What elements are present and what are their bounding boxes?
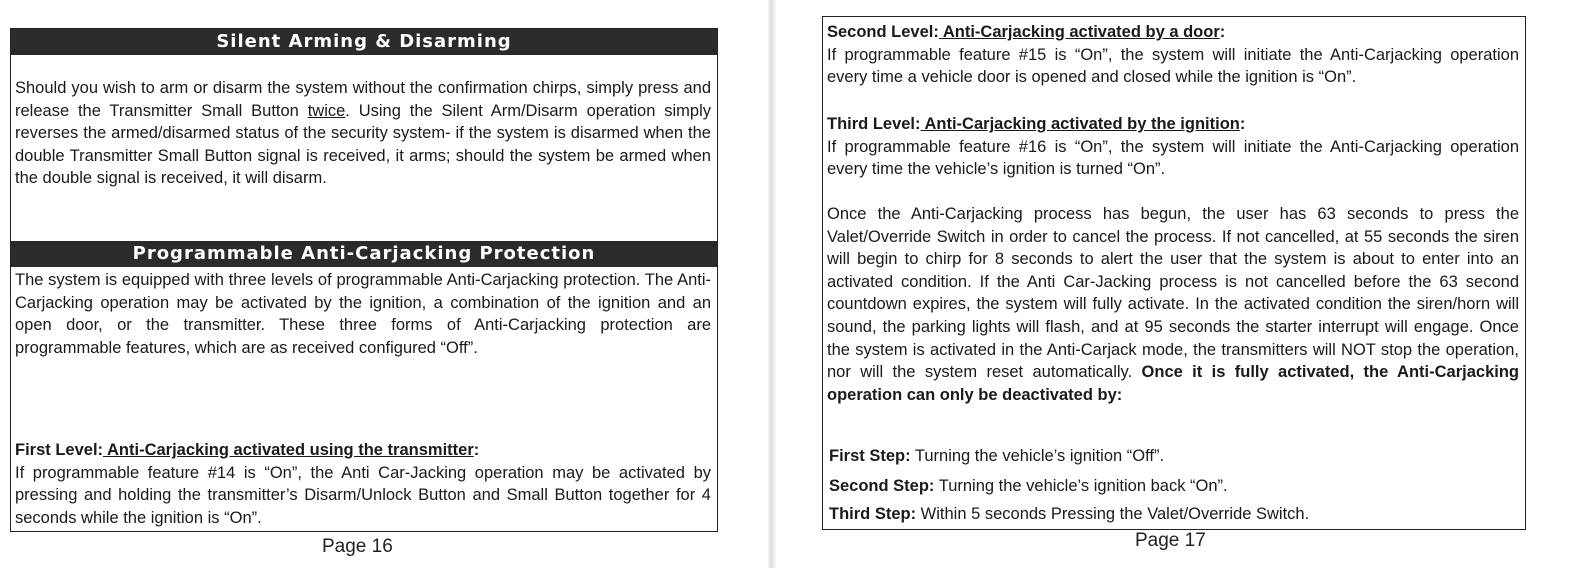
first-level-title: Anti-Carjacking activated using the transmitter: [103, 441, 474, 459]
step-first-label: First Step:: [829, 447, 911, 465]
second-level-colon: :: [1219, 23, 1226, 41]
page-number-right: Page 17: [1135, 530, 1206, 551]
right-page: [780, 0, 1572, 568]
second-level-paragraph: [827, 21, 1519, 89]
step-third: [829, 503, 1519, 525]
silent-arming-text-a: Should you wish to arm or disarm the system without the confirmation chirps, simply press and release the Transmitter Small Button: [15, 79, 711, 120]
silent-arming-paragraph: [15, 77, 711, 190]
process-paragraph: [827, 203, 1519, 406]
second-level-heading: [827, 23, 1225, 41]
third-level-heading: [827, 115, 1245, 133]
second-level-label: Second Level:: [827, 23, 939, 41]
first-level-label: First Level:: [15, 441, 104, 459]
step-first-text: Turning the vehicle’s ignition “Off”.: [910, 447, 1165, 465]
right-content-box: [822, 16, 1526, 530]
step-third-label: Third Step:: [829, 505, 917, 523]
step-third-text: Within 5 seconds Pressing the Valet/Override Switch.: [916, 505, 1310, 523]
third-level-paragraph: [827, 113, 1519, 181]
anti-carjacking-header: Programmable Anti-Carjacking Protection: [11, 241, 717, 267]
second-level-body: If programmable feature #15 is “On”, the system will initiate the Anti-Carjacking operation every time a vehicle door is opened and closed while the ignition is “On”.: [827, 45, 1519, 87]
second-level-title: Anti-Carjacking activated by a door: [938, 23, 1220, 41]
silent-arming-header: Silent Arming & Disarming: [11, 29, 717, 55]
silent-arming-text-b: . Using the Silent Arm/Disarm operation simply reverses the armed/disarmed status of the security system- if the system is disarmed when the double Transmitter Small Button signal is received, it arms; should the system be armed when the double signal is received, it will disarm.: [15, 101, 711, 188]
first-level-heading: [15, 441, 479, 459]
book-spine: [768, 0, 776, 568]
step-second: [829, 475, 1519, 497]
anti-carjacking-intro: The system is equipped with three levels of programmable Anti-Carjacking protection. The Anti-Carjacking operation may be activated by the ignition, a combination of the ignition and an open door, or the transmitter. These three forms of Anti-Carjacking protection are programmable features, which are as received configured “Off”.: [15, 271, 711, 357]
process-text: Once the Anti-Carjacking process has begun, the user has 63 seconds to press the Valet/Override Switch in order to cancel the process. If not cancelled, at 55 seconds the siren will begin to chirp for 8 seconds to alert the user that the system is about to enter into an activated condition. If the Anti Car-Jacking process is not cancelled before the 63 second countdown expires, the system will fully activate. In the activated condition the siren/horn will sound, the parking lights will flash, and at 95 seconds the starter interrupt will engage. Once the system is activated in the Anti-Carjack mode, the transmitters will NOT stop the operation, nor will the system reset automatically.: [827, 205, 1519, 382]
first-level-body: If programmable feature #14 is “On”, the Anti Car-Jacking operation may be activated by pressing and holding the transmitter’s Disarm/Unlock Button and Small Button together for 4 seconds while the ignition is “On”.: [15, 463, 711, 527]
left-page: [0, 0, 770, 568]
left-content-box: [10, 28, 718, 532]
third-level-title: Anti-Carjacking activated by the ignition: [920, 115, 1240, 133]
third-level-body: If programmable feature #16 is “On”, the system will initiate the Anti-Carjacking operation every time the vehicle’s ignition is turned “On”.: [827, 137, 1519, 179]
process-bold: Once it is fully activated, the Anti-Carjacking operation can only be deactivated by:: [827, 363, 1519, 404]
third-level-colon: :: [1239, 115, 1246, 133]
silent-arming-underlined: twice: [307, 101, 346, 120]
first-level-paragraph: [15, 439, 711, 529]
third-level-label: Third Level:: [827, 115, 921, 133]
step-second-label: Second Step:: [829, 477, 935, 495]
page-number-left: Page 16: [322, 536, 393, 557]
step-first: [829, 445, 1519, 467]
first-level-colon: :: [473, 441, 480, 459]
step-second-text: Turning the vehicle’s ignition back “On”.: [934, 477, 1228, 495]
